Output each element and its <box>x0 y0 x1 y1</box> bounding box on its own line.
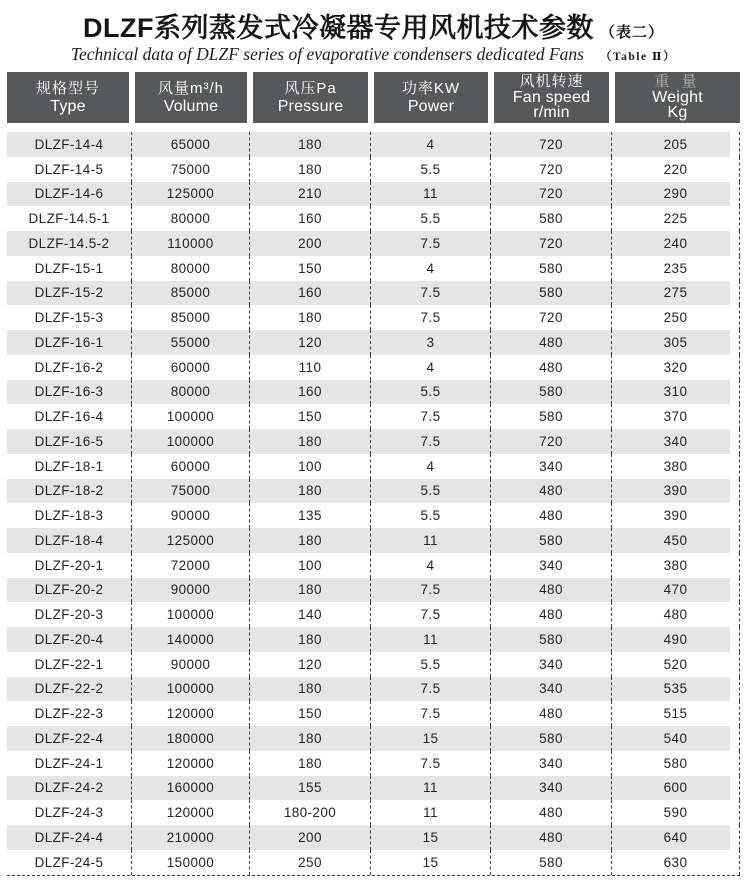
column-header-weight <box>615 72 740 123</box>
cell-pressure: 120 <box>250 652 371 677</box>
cell-volume: 80000 <box>132 206 250 231</box>
cell-speed: 340 <box>491 652 612 677</box>
column-header-pressure <box>253 72 368 123</box>
cell-type: DLZF-14.5-2 <box>7 231 132 256</box>
cell-volume: 120000 <box>132 701 250 726</box>
cell-power: 7.5 <box>371 305 491 330</box>
table-row <box>7 404 740 429</box>
cell-pressure: 140 <box>250 602 371 627</box>
table-row <box>7 454 740 479</box>
cell-pressure: 110 <box>250 355 371 380</box>
table-row <box>7 132 740 157</box>
column-header-volume-en: Volume <box>163 97 219 115</box>
column-header-power-en: Power <box>407 97 455 115</box>
cell-type: DLZF-15-2 <box>7 281 132 306</box>
cell-pressure: 100 <box>250 553 371 578</box>
cell-pressure: 200 <box>250 231 371 256</box>
cell-volume: 180000 <box>132 726 250 751</box>
cell-speed: 580 <box>491 404 612 429</box>
cell-weight: 540 <box>612 726 740 751</box>
cell-volume: 80000 <box>132 256 250 281</box>
cell-power: 5.5 <box>371 652 491 677</box>
cell-volume: 90000 <box>132 503 250 528</box>
cell-speed: 340 <box>491 751 612 776</box>
column-header-pressure-cn: 风压Pa <box>284 79 337 97</box>
cell-type: DLZF-16-3 <box>7 380 132 405</box>
cell-weight: 535 <box>612 677 740 702</box>
cell-type: DLZF-16-5 <box>7 429 132 454</box>
cell-power: 5.5 <box>371 157 491 182</box>
cell-weight: 380 <box>612 454 740 479</box>
table-row <box>7 182 740 207</box>
cell-power: 7.5 <box>371 677 491 702</box>
page-subtitle <box>0 45 747 64</box>
cell-volume: 80000 <box>132 380 250 405</box>
table-row <box>7 281 740 306</box>
column-header-volume-cn: 风量m³/h <box>157 79 224 97</box>
cell-volume: 125000 <box>132 528 250 553</box>
cell-power: 7.5 <box>371 701 491 726</box>
column-header-type-cn: 规格型号 <box>35 79 100 97</box>
cell-speed: 480 <box>491 503 612 528</box>
cell-speed: 720 <box>491 305 612 330</box>
cell-volume: 140000 <box>132 627 250 652</box>
cell-type: DLZF-18-1 <box>7 454 132 479</box>
table-row <box>7 429 740 454</box>
cell-volume: 160000 <box>132 776 250 801</box>
table-row <box>7 355 740 380</box>
table-row <box>7 800 740 825</box>
cell-type: DLZF-16-2 <box>7 355 132 380</box>
cell-pressure: 160 <box>250 380 371 405</box>
cell-volume: 100000 <box>132 677 250 702</box>
cell-volume: 100000 <box>132 429 250 454</box>
cell-speed: 480 <box>491 701 612 726</box>
cell-speed: 340 <box>491 677 612 702</box>
cell-speed: 480 <box>491 479 612 504</box>
cell-weight: 235 <box>612 256 740 281</box>
cell-speed: 340 <box>491 553 612 578</box>
cell-weight: 380 <box>612 553 740 578</box>
cell-speed: 480 <box>491 800 612 825</box>
cell-speed: 480 <box>491 578 612 603</box>
table-header <box>7 72 740 123</box>
table-row <box>7 503 740 528</box>
cell-weight: 390 <box>612 479 740 504</box>
cell-volume: 90000 <box>132 578 250 603</box>
cell-type: DLZF-22-4 <box>7 726 132 751</box>
cell-weight: 450 <box>612 528 740 553</box>
column-header-type <box>7 72 129 123</box>
table-row <box>7 751 740 776</box>
cell-type: DLZF-18-2 <box>7 479 132 504</box>
cell-weight: 370 <box>612 404 740 429</box>
cell-volume: 60000 <box>132 454 250 479</box>
cell-power: 4 <box>371 553 491 578</box>
cell-speed: 720 <box>491 182 612 207</box>
cell-weight: 630 <box>612 850 740 875</box>
cell-weight: 250 <box>612 305 740 330</box>
cell-power: 11 <box>371 528 491 553</box>
cell-volume: 120000 <box>132 751 250 776</box>
cell-weight: 600 <box>612 776 740 801</box>
cell-power: 5.5 <box>371 479 491 504</box>
cell-speed: 480 <box>491 825 612 850</box>
cell-power: 7.5 <box>371 231 491 256</box>
column-header-speed-cn: 风机转速 <box>519 73 584 91</box>
table-row <box>7 231 740 256</box>
cell-speed: 480 <box>491 602 612 627</box>
spec-table <box>7 72 740 876</box>
cell-power: 15 <box>371 726 491 751</box>
cell-power: 4 <box>371 132 491 157</box>
column-header-power-cn: 功率KW <box>401 79 461 97</box>
cell-weight: 490 <box>612 627 740 652</box>
cell-speed: 720 <box>491 132 612 157</box>
cell-volume: 85000 <box>132 305 250 330</box>
cell-speed: 580 <box>491 627 612 652</box>
table-row <box>7 479 740 504</box>
cell-power: 7.5 <box>371 281 491 306</box>
column-header-speed-unit: r/min <box>533 104 570 122</box>
cell-type: DLZF-20-2 <box>7 578 132 603</box>
cell-weight: 305 <box>612 330 740 355</box>
table-row <box>7 850 740 875</box>
cell-power: 4 <box>371 256 491 281</box>
cell-power: 4 <box>371 355 491 380</box>
cell-power: 11 <box>371 627 491 652</box>
cell-type: DLZF-14-5 <box>7 157 132 182</box>
cell-type: DLZF-24-2 <box>7 776 132 801</box>
cell-pressure: 150 <box>250 701 371 726</box>
cell-volume: 85000 <box>132 281 250 306</box>
cell-pressure: 180 <box>250 578 371 603</box>
cell-pressure: 180 <box>250 677 371 702</box>
cell-type: DLZF-24-1 <box>7 751 132 776</box>
cell-pressure: 180 <box>250 627 371 652</box>
cell-power: 5.5 <box>371 380 491 405</box>
cell-volume: 65000 <box>132 132 250 157</box>
table-row <box>7 553 740 578</box>
cell-speed: 720 <box>491 157 612 182</box>
cell-speed: 340 <box>491 776 612 801</box>
cell-type: DLZF-14-6 <box>7 182 132 207</box>
cell-volume: 210000 <box>132 825 250 850</box>
cell-volume: 100000 <box>132 404 250 429</box>
cell-pressure: 180 <box>250 157 371 182</box>
table-row <box>7 528 740 553</box>
column-header-pressure-en: Pressure <box>277 97 344 115</box>
cell-pressure: 180-200 <box>250 800 371 825</box>
table-row <box>7 380 740 405</box>
cell-pressure: 150 <box>250 256 371 281</box>
cell-power: 7.5 <box>371 751 491 776</box>
cell-pressure: 160 <box>250 281 371 306</box>
table-row <box>7 825 740 850</box>
cell-weight: 240 <box>612 231 740 256</box>
cell-type: DLZF-20-3 <box>7 602 132 627</box>
cell-type: DLZF-24-4 <box>7 825 132 850</box>
cell-power: 11 <box>371 776 491 801</box>
column-header-speed <box>494 72 609 123</box>
cell-type: DLZF-24-3 <box>7 800 132 825</box>
cell-type: DLZF-16-4 <box>7 404 132 429</box>
column-header-type-en: Type <box>50 97 86 115</box>
column-header-weight-en: Weight <box>652 88 703 106</box>
column-header-weight-cn: 重 量 <box>654 73 701 91</box>
cell-type: DLZF-22-1 <box>7 652 132 677</box>
cell-weight: 220 <box>612 157 740 182</box>
cell-pressure: 210 <box>250 182 371 207</box>
table-row <box>7 726 740 751</box>
cell-volume: 100000 <box>132 602 250 627</box>
cell-speed: 580 <box>491 380 612 405</box>
cell-power: 11 <box>371 182 491 207</box>
cell-speed: 580 <box>491 256 612 281</box>
cell-pressure: 180 <box>250 305 371 330</box>
table-row <box>7 256 740 281</box>
cell-pressure: 180 <box>250 726 371 751</box>
cell-volume: 60000 <box>132 355 250 380</box>
cell-volume: 75000 <box>132 157 250 182</box>
cell-type: DLZF-18-3 <box>7 503 132 528</box>
cell-weight: 520 <box>612 652 740 677</box>
cell-speed: 580 <box>491 726 612 751</box>
cell-type: DLZF-15-3 <box>7 305 132 330</box>
cell-volume: 150000 <box>132 850 250 875</box>
cell-type: DLZF-14.5-1 <box>7 206 132 231</box>
cell-power: 7.5 <box>371 602 491 627</box>
column-header-weight-unit: Kg <box>667 104 688 122</box>
cell-power: 15 <box>371 825 491 850</box>
table-row <box>7 206 740 231</box>
column-header-power <box>374 72 488 123</box>
cell-volume: 125000 <box>132 182 250 207</box>
cell-speed: 720 <box>491 429 612 454</box>
column-header-volume <box>135 72 247 123</box>
cell-weight: 340 <box>612 429 740 454</box>
cell-pressure: 250 <box>250 850 371 875</box>
cell-power: 7.5 <box>371 429 491 454</box>
page-subtitle-note: （Table Ⅱ） <box>599 51 677 64</box>
table-row <box>7 677 740 702</box>
cell-weight: 480 <box>612 602 740 627</box>
cell-pressure: 160 <box>250 206 371 231</box>
page-subtitle-text: Technical data of DLZF series of evaporative condensers dedicated Fans <box>70 44 584 65</box>
cell-type: DLZF-22-2 <box>7 677 132 702</box>
page-title-text: DLZF系列蒸发式冷凝器专用风机技术参数 <box>83 13 594 43</box>
cell-volume: 72000 <box>132 553 250 578</box>
page-title-note: （表二） <box>599 24 664 41</box>
cell-type: DLZF-20-1 <box>7 553 132 578</box>
cell-type: DLZF-16-1 <box>7 330 132 355</box>
table-row <box>7 652 740 677</box>
cell-pressure: 180 <box>250 479 371 504</box>
cell-weight: 580 <box>612 751 740 776</box>
cell-speed: 340 <box>491 454 612 479</box>
cell-speed: 720 <box>491 231 612 256</box>
table-row <box>7 627 740 652</box>
table-row <box>7 330 740 355</box>
cell-volume: 55000 <box>132 330 250 355</box>
cell-speed: 580 <box>491 850 612 875</box>
cell-type: DLZF-18-4 <box>7 528 132 553</box>
cell-weight: 205 <box>612 132 740 157</box>
cell-pressure: 180 <box>250 751 371 776</box>
cell-type: DLZF-15-1 <box>7 256 132 281</box>
cell-weight: 470 <box>612 578 740 603</box>
cell-power: 7.5 <box>371 578 491 603</box>
cell-type: DLZF-20-4 <box>7 627 132 652</box>
cell-speed: 580 <box>491 206 612 231</box>
cell-volume: 110000 <box>132 231 250 256</box>
cell-speed: 480 <box>491 330 612 355</box>
cell-power: 5.5 <box>371 206 491 231</box>
column-header-speed-en: Fan speed <box>512 88 591 106</box>
cell-power: 7.5 <box>371 404 491 429</box>
cell-power: 5.5 <box>371 503 491 528</box>
table-body <box>7 132 740 876</box>
cell-pressure: 120 <box>250 330 371 355</box>
cell-pressure: 180 <box>250 528 371 553</box>
cell-volume: 90000 <box>132 652 250 677</box>
cell-pressure: 180 <box>250 429 371 454</box>
cell-weight: 290 <box>612 182 740 207</box>
table-row <box>7 305 740 330</box>
cell-weight: 310 <box>612 380 740 405</box>
table-row <box>7 776 740 801</box>
table-row <box>7 602 740 627</box>
cell-type: DLZF-24-5 <box>7 850 132 875</box>
cell-pressure: 180 <box>250 132 371 157</box>
cell-type: DLZF-22-3 <box>7 701 132 726</box>
cell-pressure: 150 <box>250 404 371 429</box>
cell-weight: 225 <box>612 206 740 231</box>
table-row <box>7 578 740 603</box>
cell-pressure: 135 <box>250 503 371 528</box>
cell-volume: 75000 <box>132 479 250 504</box>
cell-type: DLZF-14-4 <box>7 132 132 157</box>
cell-pressure: 155 <box>250 776 371 801</box>
cell-weight: 320 <box>612 355 740 380</box>
cell-power: 4 <box>371 454 491 479</box>
cell-pressure: 100 <box>250 454 371 479</box>
page-title <box>0 0 747 44</box>
table-row <box>7 157 740 182</box>
cell-weight: 590 <box>612 800 740 825</box>
cell-volume: 120000 <box>132 800 250 825</box>
table-row <box>7 701 740 726</box>
cell-speed: 580 <box>491 528 612 553</box>
cell-weight: 390 <box>612 503 740 528</box>
cell-pressure: 200 <box>250 825 371 850</box>
cell-power: 3 <box>371 330 491 355</box>
cell-weight: 515 <box>612 701 740 726</box>
cell-weight: 275 <box>612 281 740 306</box>
cell-speed: 580 <box>491 281 612 306</box>
cell-weight: 640 <box>612 825 740 850</box>
cell-power: 15 <box>371 850 491 875</box>
cell-power: 11 <box>371 800 491 825</box>
cell-speed: 480 <box>491 355 612 380</box>
